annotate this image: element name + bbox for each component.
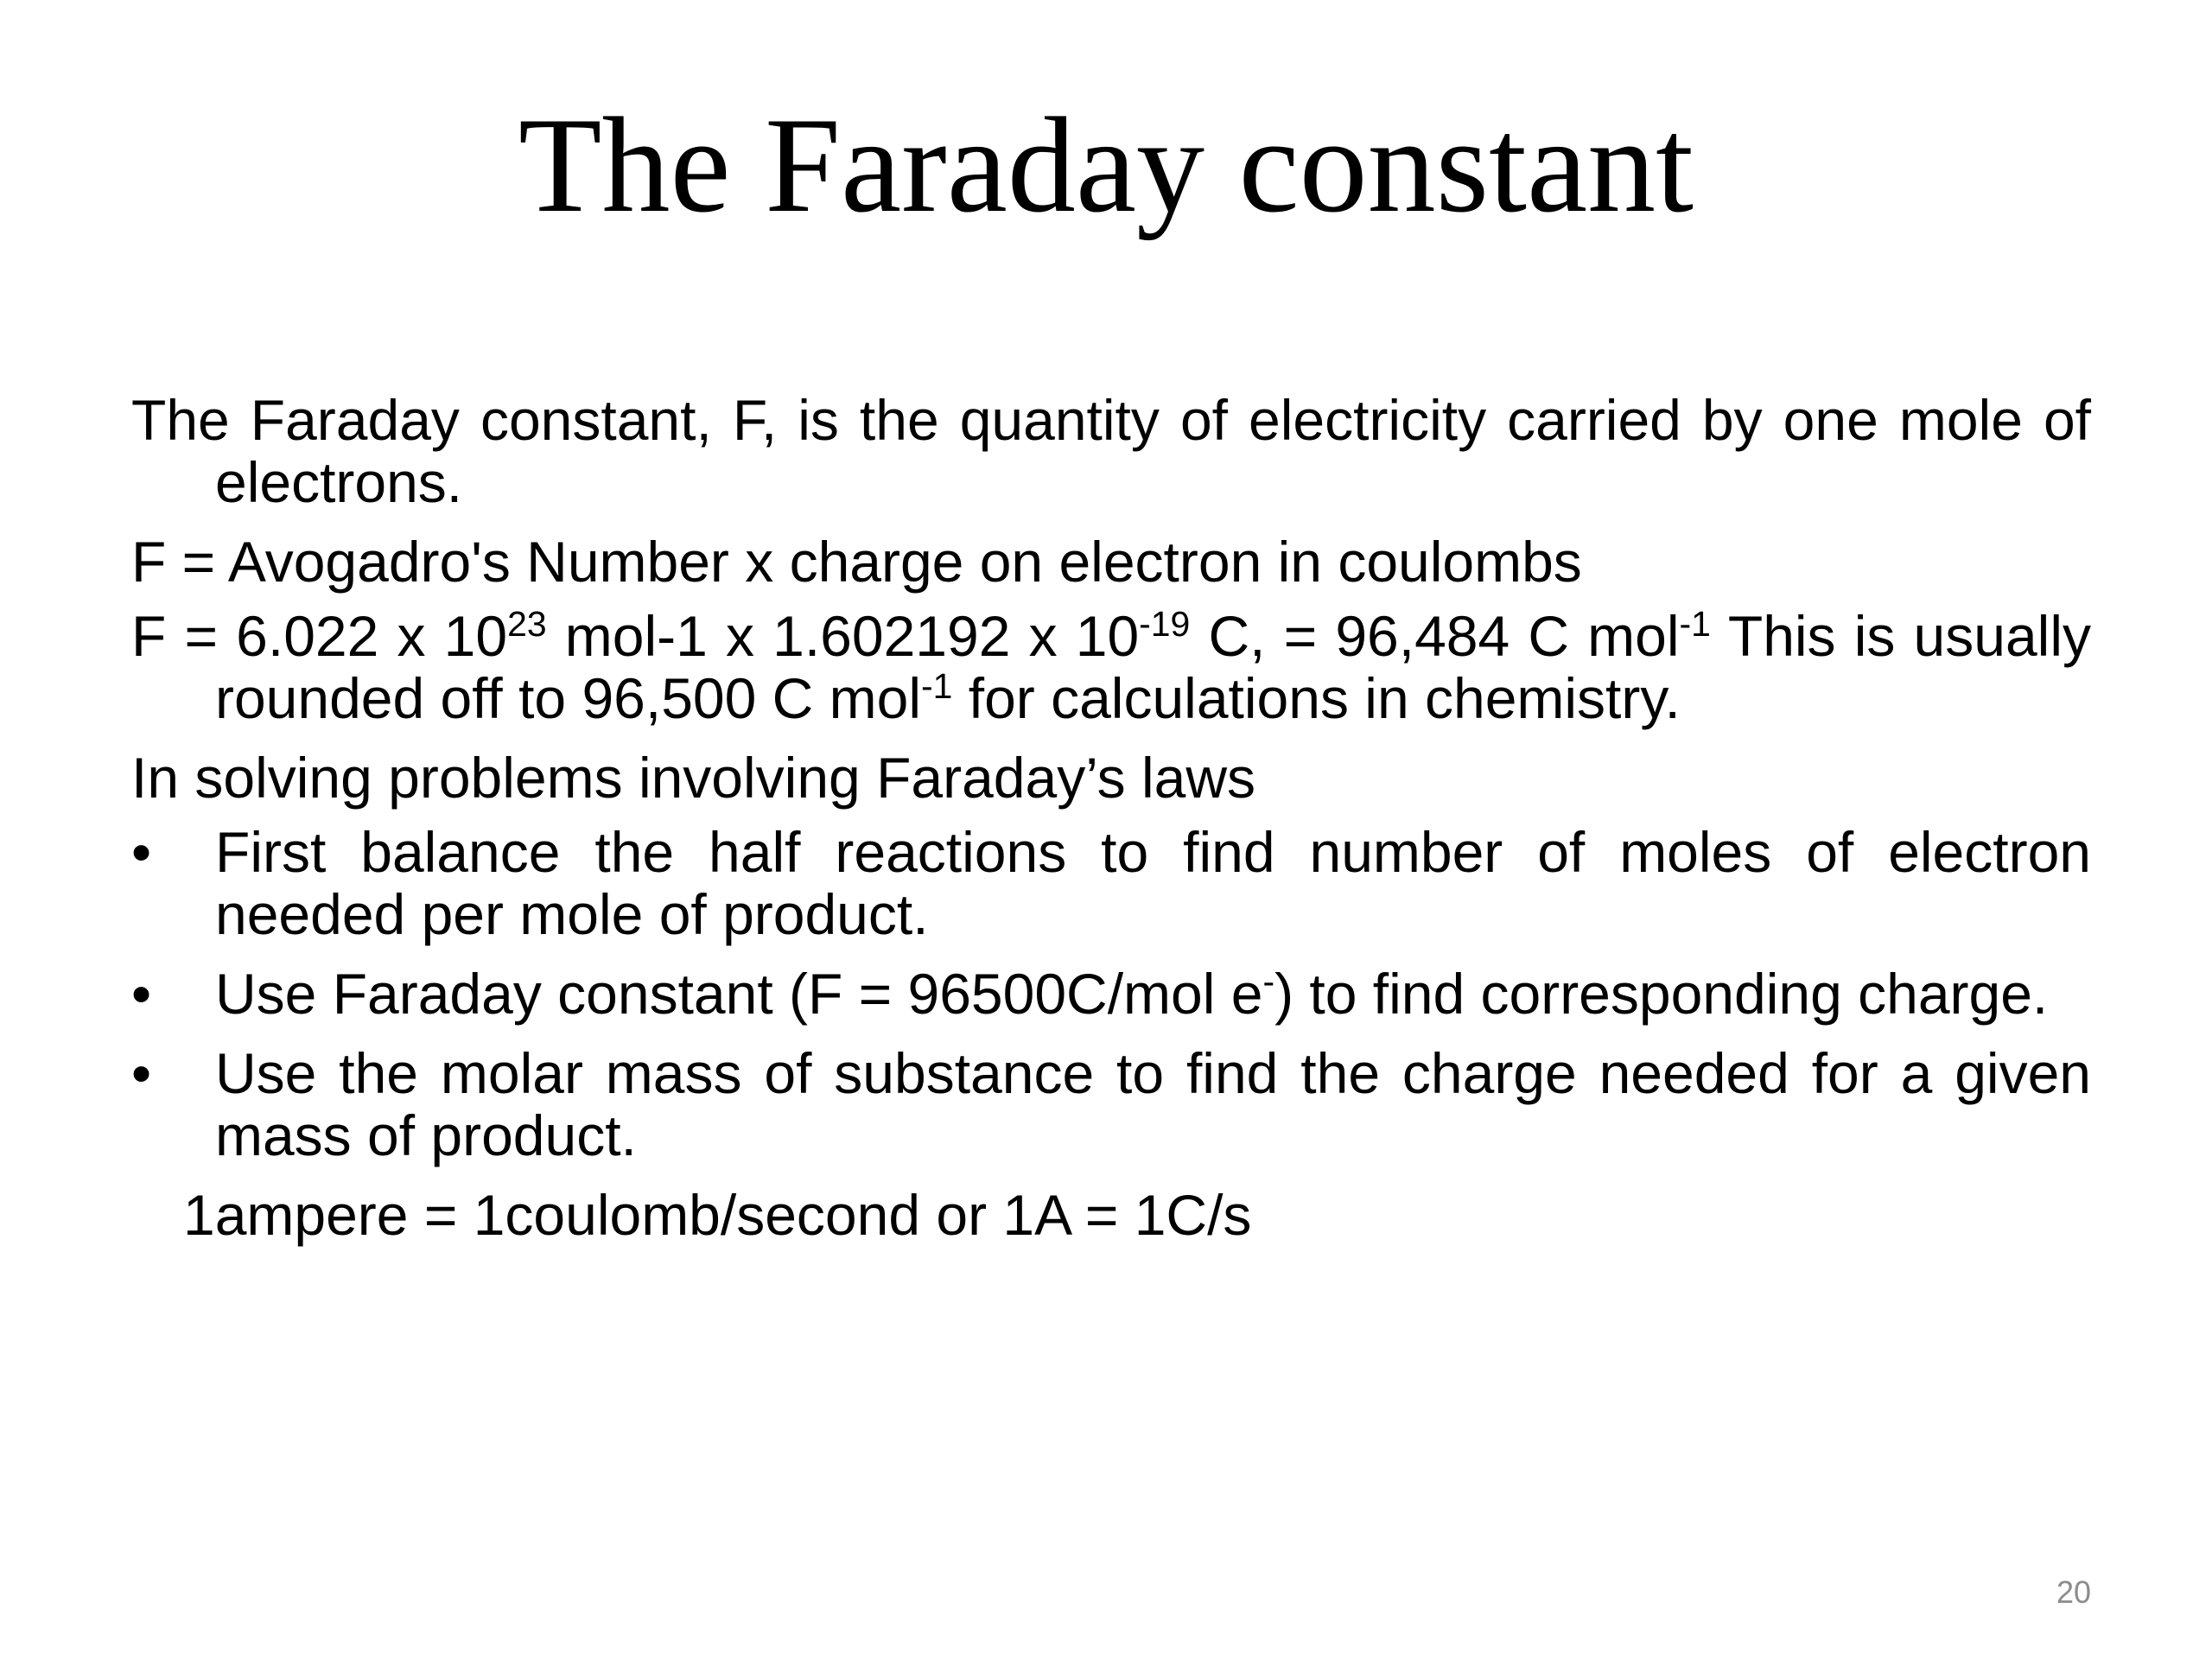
bullet-item xyxy=(131,821,2091,945)
bullet-text-part: Use Faraday constant (F = 96500C/mol e xyxy=(215,962,1263,1026)
bullet-text xyxy=(215,962,2048,1026)
exponent: -1 xyxy=(1679,604,1711,644)
ampere-definition: 1ampere = 1coulomb/second or 1A = 1C/s xyxy=(183,1183,1252,1247)
formula-part: mol-1 x 1.602192 x 10 xyxy=(546,604,1140,668)
formula-value-paragraph xyxy=(131,605,2091,729)
bullet-text-part: ) to find corresponding charge. xyxy=(1274,962,2049,1026)
bullet-icon: • xyxy=(131,962,152,1026)
slide-body xyxy=(131,389,2091,1246)
bullet-text: Use the molar mass of substance to find the charge needed for a given mass of product. xyxy=(215,1041,2091,1167)
page-number: 20 xyxy=(2056,1574,2091,1610)
exponent: 23 xyxy=(507,604,547,644)
formula-avogadro: F = Avogadro's Number x charge on electron in coulombs xyxy=(131,530,1582,594)
bullet-text: First balance the half reactions to find number of moles of electron needed per mole of product. xyxy=(215,820,2091,946)
formula-part: for calculations in chemistry. xyxy=(952,666,1681,730)
bullet-item xyxy=(131,1042,2091,1166)
exponent: -19 xyxy=(1139,604,1191,644)
formula-part: This is usually rounded off to 96,500 C mol xyxy=(215,604,2091,730)
definition-paragraph: The Faraday constant, F, is the quantity of electricity carried by one mole of electrons. xyxy=(131,388,2091,514)
bullet-icon: • xyxy=(131,820,152,884)
bullet-item xyxy=(131,963,2091,1025)
exponent: -1 xyxy=(921,666,953,706)
formula-part: C, = 96,484 C mol xyxy=(1190,604,1680,668)
problem-solving-intro: In solving problems involving Faraday’s laws xyxy=(131,746,1256,810)
slide-title: The Faraday constant xyxy=(518,90,1694,241)
formula-part: F = 6.022 x 10 xyxy=(131,604,508,668)
exponent: - xyxy=(1262,962,1275,1001)
bullet-icon: • xyxy=(131,1041,152,1105)
